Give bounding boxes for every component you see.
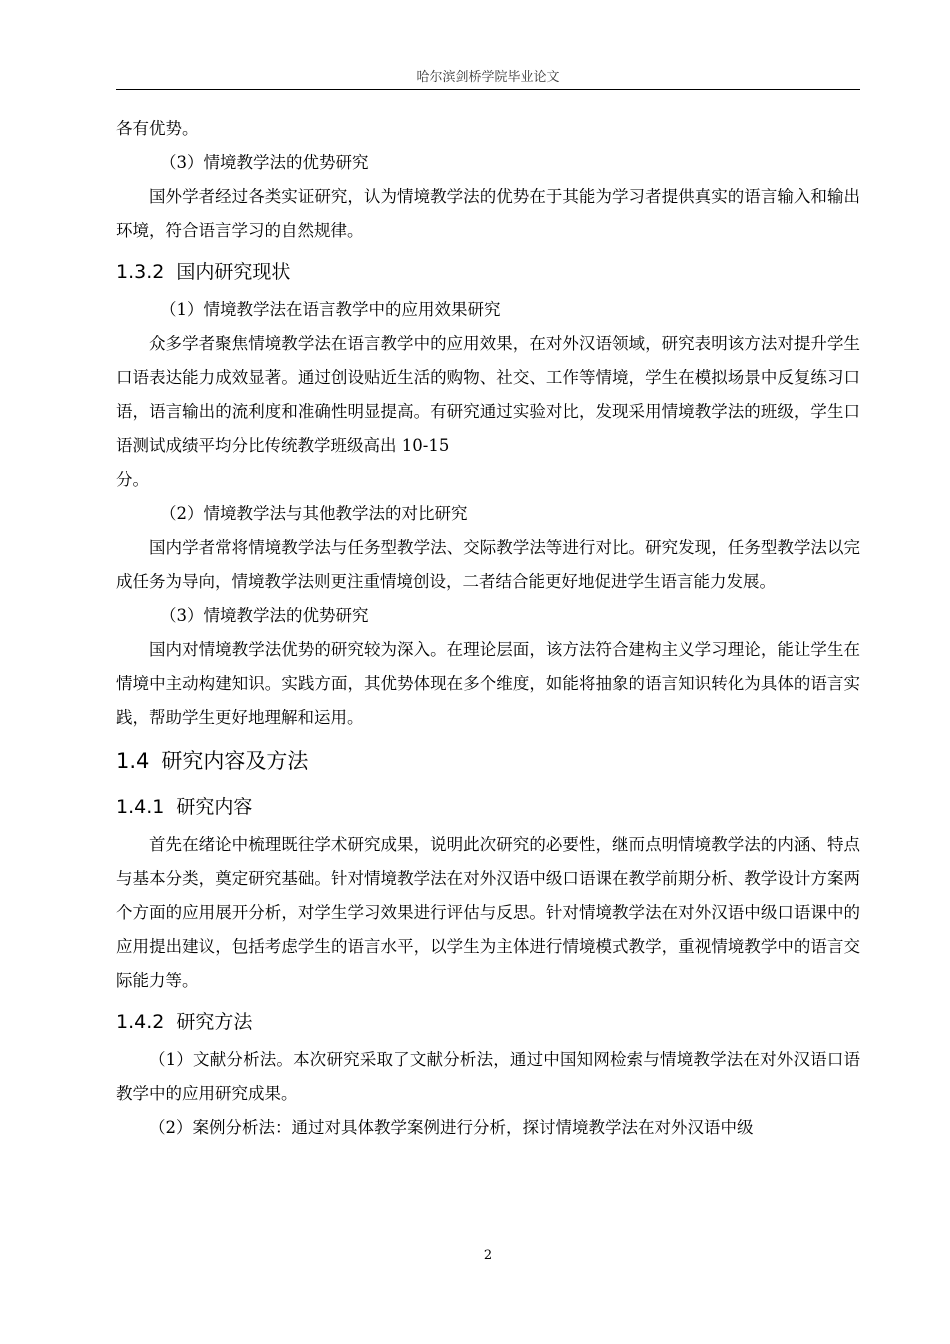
paragraph-research-content: 首先在绪论中梳理既往学术研究成果，说明此次研究的必要性，继而点明情境教学法的内涵、特点与基本分类，奠定研究基础。针对情境教学法在对外汉语中级口语课在教学前期分析、教学设计方案两个方面的应用展开分析，对学生学习效果进行评估与反思。针对情境教学法在对外汉语中级口语课中的应用提出建议，包括考虑学生的语言水平，以学生为主体进行情境模式教学，重视情境教学中的语言交际能力等。 — [116, 835, 860, 990]
heading-1-4-1 — [116, 783, 860, 828]
heading-1-3-2 — [116, 248, 860, 293]
paragraph-application-effect-tail: 分。 — [116, 470, 149, 489]
page-number: 2 — [483, 1248, 493, 1263]
paragraph-advantages-foreign: 国外学者经过各类实证研究，认为情境教学法的优势在于其能为学习者提供真实的语言输入和输出环境，符合语言学习的自然规律。 — [116, 187, 860, 240]
paragraph-application-effect: 众多学者聚焦情境教学法在语言教学中的应用效果，在对外汉语领域，研究表明该方法对提升学生口语表达能力成效显著。通过创设贴近生活的购物、社交、工作等情境，学生在模拟场景中反复练习口语，语言输出的流利度和准确性明显提高。有研究通过实验对比，发现采用情境教学法的班级，学生口语测试成绩平均分比传统教学班级高出 10-15 — [116, 334, 860, 455]
paragraph-continued: 各有优势。 — [116, 119, 199, 138]
document-body — [116, 112, 860, 1145]
heading-1-4 — [116, 735, 860, 783]
heading-text: 研究内容及方法 — [161, 749, 309, 773]
paragraph-advantages-domestic: 国内对情境教学法优势的研究较为深入。在理论层面，该方法符合建构主义学习理论，能让学生在情境中主动构建知识。实践方面，其优势体现在多个维度，如能将抽象的语言知识转化为具体的语言实践，帮助学生更好地理解和运用。 — [116, 640, 860, 727]
heading-1-4-2 — [116, 998, 860, 1043]
paragraph-method-case: （2）案例分析法：通过对具体教学案例进行分析，探讨情境教学法在对外汉语中级 — [149, 1118, 754, 1137]
paragraph-method-literature: （1）文献分析法。本次研究采取了文献分析法，通过中国知网检索与情境教学法在对外汉语口语教学中的应用研究成果。 — [116, 1050, 860, 1103]
heading-number: 1.4.2 — [116, 1011, 165, 1033]
paragraph-comparison: 国内学者常将情境教学法与任务型教学法、交际教学法等进行对比。研究发现，任务型教学法以完成任务为导向，情境教学法则更注重情境创设，二者结合能更好地促进学生语言能力发展。 — [116, 538, 860, 591]
heading-number: 1.3.2 — [116, 261, 165, 283]
subheading-comparison: （2）情境教学法与其他教学法的对比研究 — [160, 504, 468, 523]
heading-text: 研究方法 — [176, 1011, 253, 1033]
heading-number: 1.4 — [116, 749, 150, 773]
subheading-advantages-domestic: （3）情境教学法的优势研究 — [160, 606, 369, 625]
heading-number: 1.4.1 — [116, 796, 165, 818]
subheading-application-effect: （1）情境教学法在语言教学中的应用效果研究 — [160, 300, 501, 319]
header-rule — [116, 89, 860, 90]
page-header: 哈尔滨剑桥学院毕业论文 — [416, 70, 560, 85]
subheading-advantages-foreign: （3）情境教学法的优势研究 — [160, 153, 369, 172]
heading-text: 研究内容 — [176, 796, 253, 818]
heading-text: 国内研究现状 — [176, 261, 291, 283]
